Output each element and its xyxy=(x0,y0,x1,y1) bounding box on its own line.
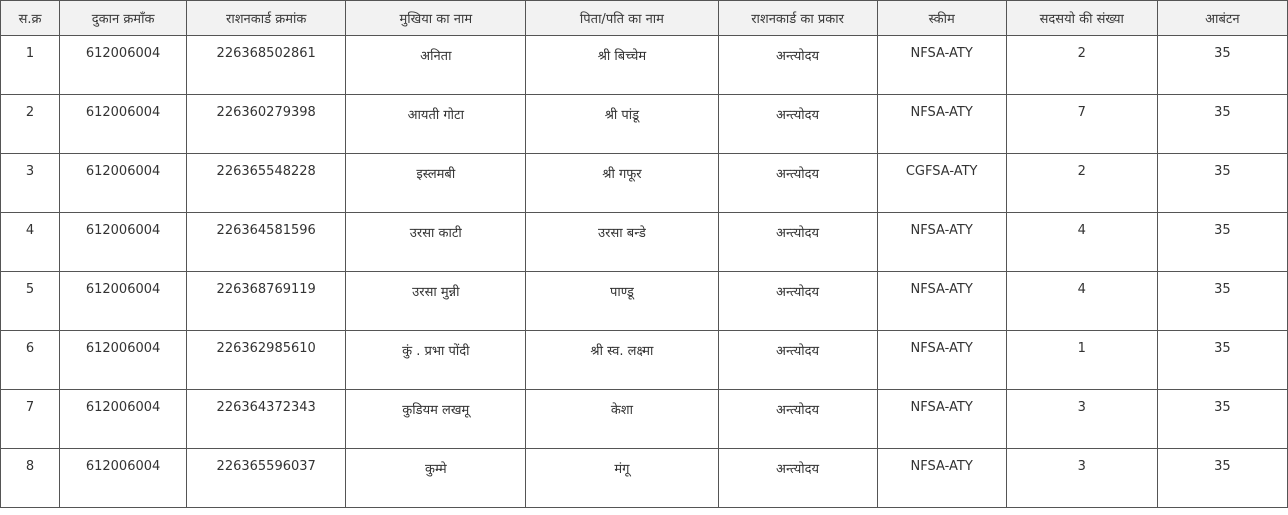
cell-member-count: 3 xyxy=(1006,449,1157,508)
header-member-count: सदसयो की संख्या xyxy=(1006,1,1157,36)
cell-scheme: NFSA-ATY xyxy=(877,213,1006,272)
cell-head-name: उरसा काटी xyxy=(346,213,526,272)
cell-head-name: अनिता xyxy=(346,36,526,95)
cell-shop-number: 612006004 xyxy=(60,154,187,213)
cell-father-husband-name: श्री स्व. लक्ष्मा xyxy=(526,331,718,390)
cell-shop-number: 612006004 xyxy=(60,272,187,331)
cell-serial-no: 6 xyxy=(1,331,60,390)
cell-serial-no: 5 xyxy=(1,272,60,331)
cell-head-name: कुं . प्रभा पोंदी xyxy=(346,331,526,390)
cell-ration-card-number: 226365548228 xyxy=(187,154,346,213)
cell-ration-card-type: अन्त्योदय xyxy=(718,36,877,95)
cell-ration-card-type: अन्त्योदय xyxy=(718,213,877,272)
cell-ration-card-number: 226362985610 xyxy=(187,331,346,390)
cell-allocation: 35 xyxy=(1157,36,1287,95)
cell-ration-card-type: अन्त्योदय xyxy=(718,154,877,213)
cell-scheme: NFSA-ATY xyxy=(877,95,1006,154)
table-body xyxy=(1,36,1288,508)
header-ration-card-number: राशनकार्ड क्रमांक xyxy=(187,1,346,36)
header-shop-number: दुकान क्रमाँक xyxy=(60,1,187,36)
cell-scheme: NFSA-ATY xyxy=(877,449,1006,508)
cell-member-count: 1 xyxy=(1006,331,1157,390)
cell-allocation: 35 xyxy=(1157,272,1287,331)
cell-serial-no: 7 xyxy=(1,390,60,449)
cell-father-husband-name: मंगू xyxy=(526,449,718,508)
table-row xyxy=(1,213,1288,272)
cell-ration-card-number: 226364581596 xyxy=(187,213,346,272)
cell-scheme: NFSA-ATY xyxy=(877,390,1006,449)
cell-father-husband-name: श्री पांडू xyxy=(526,95,718,154)
cell-scheme: NFSA-ATY xyxy=(877,272,1006,331)
header-serial-no: स.क्र xyxy=(1,1,60,36)
cell-head-name: इस्लमबी xyxy=(346,154,526,213)
cell-allocation: 35 xyxy=(1157,449,1287,508)
header-ration-card-type: राशनकार्ड का प्रकार xyxy=(718,1,877,36)
cell-allocation: 35 xyxy=(1157,154,1287,213)
cell-head-name: कुम्मे xyxy=(346,449,526,508)
cell-head-name: उरसा मुन्नी xyxy=(346,272,526,331)
cell-ration-card-type: अन्त्योदय xyxy=(718,95,877,154)
cell-member-count: 4 xyxy=(1006,213,1157,272)
cell-member-count: 7 xyxy=(1006,95,1157,154)
cell-shop-number: 612006004 xyxy=(60,36,187,95)
cell-member-count: 4 xyxy=(1006,272,1157,331)
table-row xyxy=(1,154,1288,213)
table-row xyxy=(1,95,1288,154)
header-head-name: मुखिया का नाम xyxy=(346,1,526,36)
cell-father-husband-name: श्री गफूर xyxy=(526,154,718,213)
cell-father-husband-name: उरसा बन्डे xyxy=(526,213,718,272)
cell-ration-card-number: 226365596037 xyxy=(187,449,346,508)
header-allocation: आबंटन xyxy=(1157,1,1287,36)
header-father-husband-name: पिता/पति का नाम xyxy=(526,1,718,36)
cell-ration-card-type: अन्त्योदय xyxy=(718,449,877,508)
cell-member-count: 3 xyxy=(1006,390,1157,449)
table-header-row xyxy=(1,1,1288,36)
table-row xyxy=(1,449,1288,508)
cell-shop-number: 612006004 xyxy=(60,449,187,508)
cell-scheme: NFSA-ATY xyxy=(877,331,1006,390)
cell-father-husband-name: केशा xyxy=(526,390,718,449)
cell-ration-card-number: 226368769119 xyxy=(187,272,346,331)
cell-ration-card-number: 226360279398 xyxy=(187,95,346,154)
cell-allocation: 35 xyxy=(1157,95,1287,154)
table-row xyxy=(1,390,1288,449)
table-row xyxy=(1,272,1288,331)
cell-head-name: आयती गोटा xyxy=(346,95,526,154)
cell-member-count: 2 xyxy=(1006,154,1157,213)
cell-shop-number: 612006004 xyxy=(60,95,187,154)
cell-scheme: CGFSA-ATY xyxy=(877,154,1006,213)
cell-ration-card-number: 226368502861 xyxy=(187,36,346,95)
cell-shop-number: 612006004 xyxy=(60,331,187,390)
cell-allocation: 35 xyxy=(1157,213,1287,272)
table-row xyxy=(1,331,1288,390)
cell-allocation: 35 xyxy=(1157,331,1287,390)
cell-member-count: 2 xyxy=(1006,36,1157,95)
table-row xyxy=(1,36,1288,95)
cell-father-husband-name: श्री बिच्चेम xyxy=(526,36,718,95)
cell-shop-number: 612006004 xyxy=(60,213,187,272)
cell-ration-card-type: अन्त्योदय xyxy=(718,272,877,331)
cell-ration-card-number: 226364372343 xyxy=(187,390,346,449)
cell-allocation: 35 xyxy=(1157,390,1287,449)
cell-serial-no: 4 xyxy=(1,213,60,272)
cell-serial-no: 3 xyxy=(1,154,60,213)
cell-ration-card-type: अन्त्योदय xyxy=(718,331,877,390)
cell-scheme: NFSA-ATY xyxy=(877,36,1006,95)
cell-serial-no: 8 xyxy=(1,449,60,508)
cell-ration-card-type: अन्त्योदय xyxy=(718,390,877,449)
cell-serial-no: 1 xyxy=(1,36,60,95)
cell-head-name: कुडियम लखमू xyxy=(346,390,526,449)
header-scheme: स्कीम xyxy=(877,1,1006,36)
cell-shop-number: 612006004 xyxy=(60,390,187,449)
cell-father-husband-name: पाण्डू xyxy=(526,272,718,331)
cell-serial-no: 2 xyxy=(1,95,60,154)
